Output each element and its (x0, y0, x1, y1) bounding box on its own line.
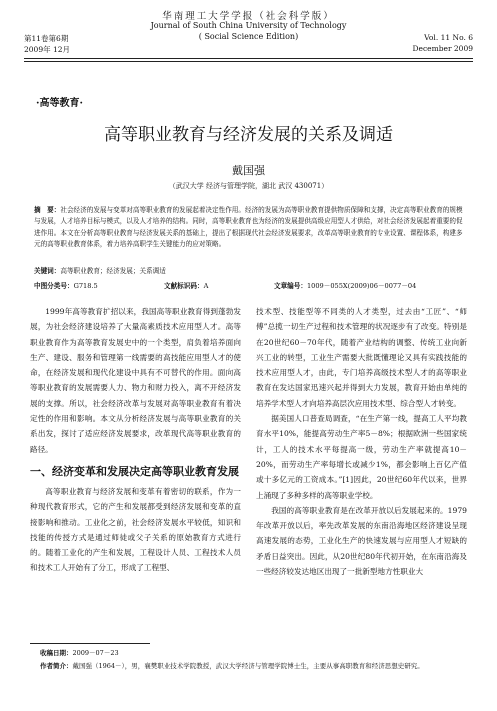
keywords-label: 关键词： (34, 267, 61, 275)
clc-label: 中图分类号： (34, 282, 74, 290)
keywords-text: 高等职业教育；经济发展；关系调适 (60, 267, 166, 275)
bio-text: 戴国强（1964－），男，襄樊职业技术学院教授，武汉大学经济与管理学院博士生，主要从事高职教育和经济思想史研究。 (72, 662, 424, 670)
volume-en: Vol. 11 No. 6 (424, 33, 473, 42)
paragraph: 高等职业教育与经济发展和变革有着密切的联系，作为一种现代教育形式，它的产生和发展都受到经济发展和变革的直接影响和推动。工业化之前，社会经济发展水平较低，知识和技能的传授方式是通过师徒或父子关系的原始教育方式进行的。随着工业化的产生和发展，工程设计人员、工程技术人员和技术工人开始有了分工，形成了工程型、 (30, 486, 241, 573)
received-value: 2009－07－23 (72, 649, 119, 657)
header-rule (24, 58, 473, 59)
article-number-value: 1009－055X(2009)06－0077－04 (306, 282, 417, 290)
left-column (30, 304, 241, 576)
abstract-text: 社会经济的发展与变革对高等职业教育的发展起着决定性作用。经济的发展为高等职业教育提供物质保障和支撑，决定高等职业教育的规模与发展，人才培养目标与模式，以及人才培养的结构。同时，高等职业教育也为经济的发展提供高级应用型人才供给，对社会经济发展起着重要的促进作用。本文在分析高等职业教育与经济发展关系的基础上，提出了根据现代社会经济发展要求，改革高等职业教育的专业设置、课程体系，构建多元的高等职业教育体系，着力培养高职学生关键能力的应对策略。 (34, 206, 463, 248)
section-heading: 一、经济变革和发展决定高等职业教育发展 (30, 464, 239, 478)
author-bio (40, 661, 470, 672)
author-affiliation: （武汉大学 经济与管理学院，湖北 武汉 430071） (168, 182, 329, 190)
paragraph: 1999年高等教育扩招以来，我国高等职业教育得到蓬勃发展，为社会经济建设培养了大量高素质技术应用型人才。高等职业教育作为高等教育发展史中的一个类型，肩负着培养面向生产、建设、服务和管理第一线需要的高技能应用型人才的使命，在经济发展和现代化建设中具有不可替代的作用。面向高等职业教育的发展需要人力、物力和财力投入，离不开经济发展的支撑。所以，社会经济改革与发展对高等职业教育有着决定性的作用和影响。本文从分析经济发展与高等职业教育的关系出发，探讨了适应经济发展要求，改革现代高等职业教育的路径。 (30, 307, 241, 454)
section-label: ·高等教育· (36, 98, 83, 109)
abstract-label: 摘 要： (34, 206, 61, 214)
doc-code-label: 文献标识码： (164, 282, 204, 290)
right-column (256, 304, 467, 579)
received-label: 收稿日期： (40, 649, 73, 657)
author-name: 戴国强 (232, 164, 265, 177)
clc-value: G718.5 (73, 282, 98, 290)
journal-name-en: Journal of South China University of Technology (150, 21, 347, 30)
doc-code-value: A (203, 282, 209, 290)
article-title: 高等职业教育与经济发展的关系及调适 (104, 125, 393, 145)
footnote-rule (30, 643, 150, 644)
keywords (34, 265, 464, 275)
abstract (34, 205, 464, 250)
journal-edition-en: ( Social Science Edition) (198, 32, 299, 41)
date-en: December 2009 (412, 44, 473, 53)
classification-line (34, 280, 464, 290)
paragraph: 据美国人口普查局调查，“在生产第一线，提高工人平均教育水平10%，能提高劳动生产率5－8%；根据欧洲一些国家统计，工人的技术水平每提高一级，劳动生产率就提高10－20%，而劳动生产率每增长或减少1%，都会影响上百亿产值或十多亿元的工资成本。”[1]因此，20世纪60年代以来，世界上涌现了多种多样的高等职业学校。 (256, 414, 467, 500)
date-cn: 2009年 12月 (24, 45, 71, 54)
paragraph: 我国的高等职业教育是在改革开放以后发展起来的。1979年改革开放以后，率先改革发展的东南沿海地区经济建设呈现高速发展的态势，工业化生产的快速发展与应用型人才短缺的矛盾日益突出。因此，从20世纪80年代初开始，在东南沿海及一些经济较发达地区出现了一批新型地方性职业大 (256, 505, 467, 577)
received-date (40, 648, 470, 659)
journal-name-cn: 华南理工大学学报（社会科学版） (162, 11, 335, 22)
header-rule-thin (24, 61, 473, 62)
volume-cn: 第11卷第6期 (24, 34, 69, 43)
article-number-label: 文章编号： (274, 282, 307, 290)
paragraph: 技术型、技能型等不同类的人才类型，过去由“工匠”、“师傅”总揽一切生产过程和技术管理的状况逐步有了改变。特别是在20世纪60－70年代，随着产业结构的调整、传统工业向新兴工业的转型，工业生产需要大批既懂理论又具有实践技能的技术应用型人才，由此，专门培养高级技术型人才的高等职业教育在发达国家迅速兴起并得到大力发展，教育开始由单纯的培养学术型人才向培养高层次应用技术型、综合型人才转变。 (256, 307, 467, 408)
bio-label: 作者简介： (40, 662, 73, 670)
